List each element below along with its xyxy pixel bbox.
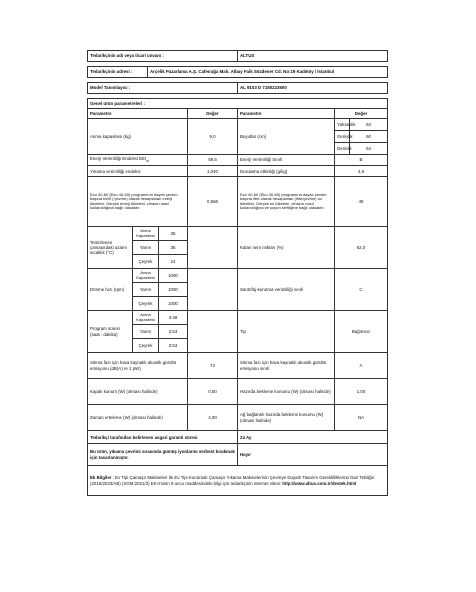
temperature-spacer <box>188 227 238 269</box>
duration-label: Program süresi (saat : dakika) <box>88 311 133 353</box>
capacity-label: Anma kapasitesi (kg) <box>88 119 188 155</box>
networked-standby-label: Ağ bağlantılı hazırda bekleme konumu (W) (olması halinde) <box>238 405 335 431</box>
noise-value: 72 <box>188 353 238 379</box>
supplier-name-value: ALTUS <box>238 51 388 62</box>
capacity-value: 9,0 <box>188 119 238 155</box>
additional-info-prefix: Ek Bilgiler <box>90 475 112 481</box>
networked-standby-value: NA <box>335 405 388 431</box>
temp-load-half: Yarım <box>133 241 159 255</box>
depth-label: Derinlik <box>335 143 350 155</box>
spin-load-half: Yarım <box>133 283 159 297</box>
depth-value: 64 <box>350 143 388 155</box>
address-table <box>87 66 388 78</box>
eei-label-text: Enerji Verimliliği Endeksi EEI <box>90 156 147 161</box>
standby-value: 1,00 <box>335 379 388 405</box>
duration-load-rated: Anma Kapasitesi <box>133 311 159 325</box>
standby-label: Hazırda bekleme konumu (W) (olması halinde) <box>238 379 335 405</box>
duration-value-half: 2:53 <box>159 325 188 339</box>
water-consumption-value: 49 <box>335 177 388 227</box>
warranty-value: 24 Ay <box>238 431 388 444</box>
silver-ion-value: Hayır <box>238 444 388 466</box>
param-header-left: Parametre <box>88 109 188 119</box>
product-information-sheet <box>87 50 387 496</box>
temp-value-rated: 35 <box>159 227 188 241</box>
spin-value-rated: 1000 <box>159 269 188 283</box>
noise-label: Sıkma fazı için hava kaynaklı akustik gürültü emisyonu (dB(A) re 1 pW) <box>88 353 188 379</box>
energy-class-label: Enerji Verimliliği Sınıfı <box>238 155 335 166</box>
duration-value-rated: 3:48 <box>159 311 188 325</box>
wash-index-value: 1,040 <box>188 166 238 177</box>
spin-load-rated: Anma Kapasitesi <box>133 269 159 283</box>
model-value: AL 9103 D 7150223500 <box>238 83 388 94</box>
energy-consumption-value: 0,566 <box>188 177 238 227</box>
duration-value-quarter: 2:53 <box>159 339 188 353</box>
value-header-right: Değer <box>335 109 388 119</box>
supplier-address-label: Tedarikçinin adresi : <box>88 67 148 78</box>
temp-value-quarter: 24 <box>159 255 188 269</box>
eei-subscript: W <box>146 158 149 163</box>
off-mode-value: 0,50 <box>188 379 238 405</box>
temperature-label: Temizlenen çamaşırdaki azami sıcaklık (°C) <box>88 227 133 269</box>
duration-load-quarter: Çeyrek <box>133 339 159 353</box>
model-label: Model Tanımlayıcı : <box>88 83 238 94</box>
spin-class-value: C <box>335 269 388 311</box>
rinse-value: 4,9 <box>335 166 388 177</box>
spin-load-quarter: Çeyrek <box>133 297 159 311</box>
additional-info <box>88 466 388 496</box>
width-label: Genişlik <box>335 131 350 143</box>
temp-load-quarter: Çeyrek <box>133 255 159 269</box>
delay-start-label: Zaman erteleme (W) (olması halinde) <box>88 405 188 431</box>
value-header-left: Değer <box>188 109 238 119</box>
rinse-label: Durulama etkinliği (g/kg) <box>238 166 335 177</box>
height-label: Yükseklik <box>335 119 350 131</box>
delay-start-value: 4,00 <box>188 405 238 431</box>
supplier-address-value: Arçelik Pazarlama A.Ş. Cafeırağa Mah. Albay Faik Sözdener Cd. No:19 Kadıköy / İstanbul <box>148 67 388 78</box>
dimensions-label: Boyutlar (cm) <box>238 119 335 155</box>
type-label: Tip <box>238 311 335 353</box>
support-link[interactable]: http://www.altus.com.tr/destek.html <box>282 480 357 486</box>
energy-class-value: B <box>335 155 388 166</box>
temp-value-half: 35 <box>159 241 188 255</box>
spin-speed-label: Dönme hızı (rpm) <box>88 269 133 311</box>
supplier-table <box>87 50 388 62</box>
water-consumption-label: Eco 40-60 (Eko 40-60) programına dayalı çevrim başına litre olarak hesaplanan (litre/çevrim) su tüketimi. Gerçek su tüketimi, cihazın nasıl kullanıldığına ve suyun sertliğine bağlı olacaktır. <box>238 177 335 227</box>
energy-consumption-label: Eco 40-60 (Eko 40-60) programının dayalı çevrim başına kWh (‘çevrim) olarak hesaplanan enerji tüketimi. Gerçek enerji tüketimi, cihazın nasıl kullanıldığına bağlı olacaktır. <box>88 177 188 227</box>
temp-load-rated: Anma Kapasitesi <box>133 227 159 241</box>
warranty-label: Tedarikçi tarafından belirlenen asgari garanti süresi <box>88 431 238 444</box>
wash-index-label: Yıkama verimliliği endeksi <box>88 166 188 177</box>
spin-value-half: 1000 <box>159 283 188 297</box>
silver-ion-label: Bu ürün, yıkama çevrimi sırasında gümüş iyonlarını serbest bırakmak için tasarlanmıştır. <box>88 444 238 466</box>
general-params-title: Genel ürün parametreleri : <box>88 99 388 109</box>
duration-load-half: Yarım <box>133 325 159 339</box>
parameters-table <box>87 98 388 496</box>
param-header-right: Parametre <box>238 109 335 119</box>
supplier-name-label: Tedarikçinin adı veya ticari unvanı : <box>88 51 238 62</box>
off-mode-label: Kapalı konum (W) (olması halinde) <box>88 379 188 405</box>
moisture-value: 62,0 <box>335 227 388 269</box>
spin-spacer <box>188 269 238 311</box>
noise-class-value: A <box>335 353 388 379</box>
noise-class-label: Sıkma fazı için hava kaynaklı akustik gürültü emisyonu sınıfı <box>238 353 335 379</box>
eei-label <box>88 155 188 166</box>
model-table <box>87 82 388 94</box>
spin-value-quarter: 1000 <box>159 297 188 311</box>
moisture-label: Kalan nem miktarı (%) <box>238 227 335 269</box>
duration-spacer <box>188 311 238 353</box>
eei-value: 59,5 <box>188 155 238 166</box>
additional-info-text: : Ev Tipi Çamaşır Makineleri İle Ev Tipi Kurutmalı Çamaşır Yıkama Makinelerinin Çevreye Duyarlı Tasarım Gereklilliklerine Dair Tebliğin (2019/2023/AB) (SGM:2021/3) Ek-II’sinin 9 uncu maddesindeki bilgi için tedarikçinin internet sitesi: <box>90 475 375 486</box>
width-value: 60 <box>350 131 388 143</box>
height-value: 84 <box>350 119 388 131</box>
type-value: Bağımsız <box>335 311 388 353</box>
spin-class-label: Santrifüj-kurutma verimliliği sınıfı <box>238 269 335 311</box>
